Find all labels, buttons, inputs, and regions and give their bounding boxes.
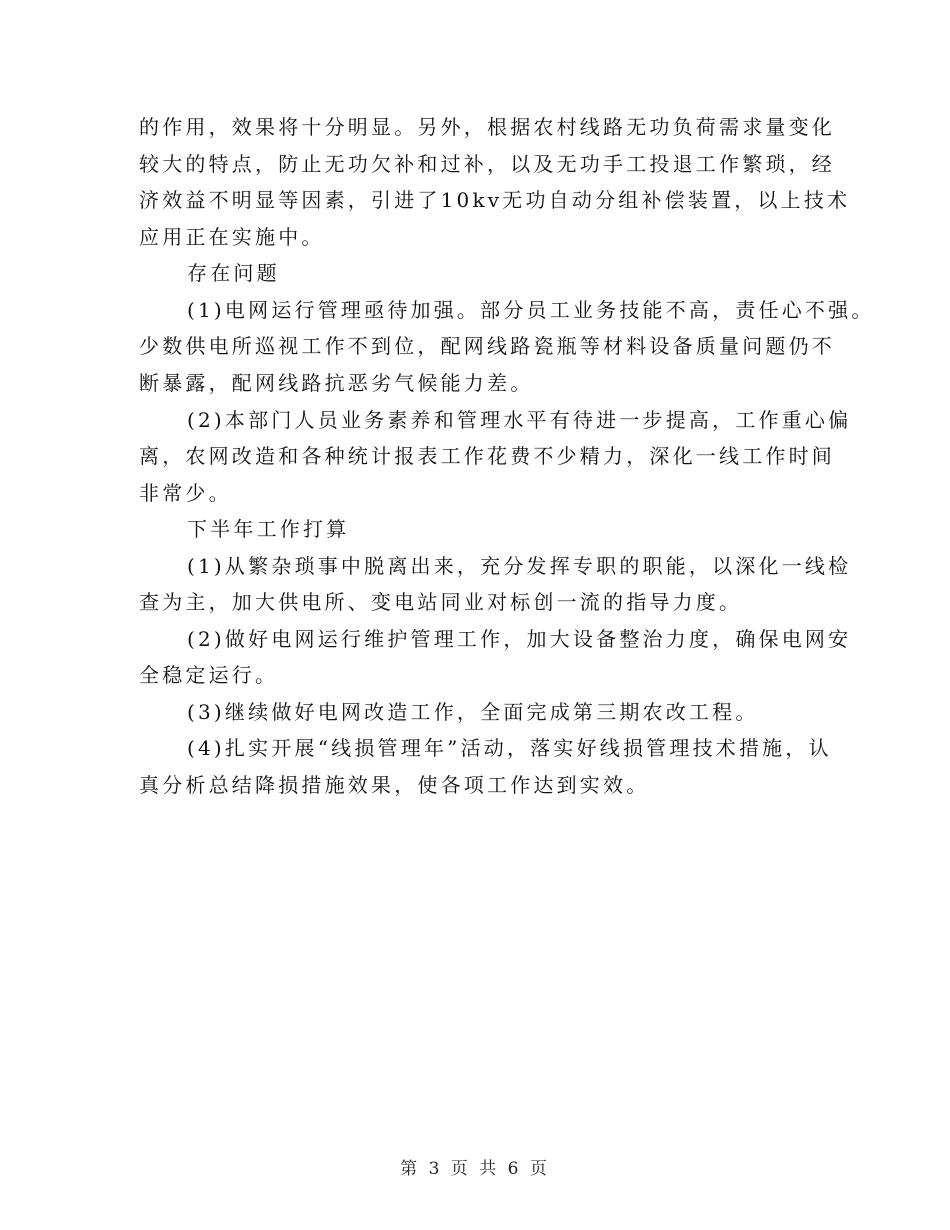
body-text-line: (2)本部门人员业务素养和管理水平有待进一步提高，工作重心偏 [187, 408, 852, 432]
body-text-line: 全稳定运行。 [139, 663, 279, 687]
section-heading-plan: 下半年工作打算 [187, 517, 350, 541]
body-text-line: (2)做好电网运行维护管理工作，加大设备整治力度，确保电网安 [187, 627, 852, 651]
body-text-line: 断暴露，配网线路抗恶劣气候能力差。 [139, 371, 534, 395]
body-text-line: 查为主，加大供电所、变电站同业对标创一流的指导力度。 [139, 590, 743, 614]
body-text-line: (4)扎实开展“线损管理年”活动，落实好线损管理技术措施，认 [187, 736, 832, 760]
body-text-line: 真分析总结降损措施效果，使各项工作达到实效。 [139, 773, 650, 797]
body-text-line: 非常少。 [139, 481, 232, 505]
page-number-footer: 第 3 页 共 6 页 [400, 1159, 550, 1179]
body-text-line: 济效益不明显等因素，引进了10kv无功自动分组补偿装置，以上技术 [139, 188, 851, 212]
body-text-line: 离，农网改造和各种统计报表工作花费不少精力，深化一线工作时间 [139, 444, 835, 468]
section-heading-problems: 存在问题 [187, 261, 280, 285]
body-text-line: (1)从繁杂琐事中脱离出来，充分发挥专职的职能，以深化一线检 [187, 554, 852, 578]
body-text-line: (1)电网运行管理亟待加强。部分员工业务技能不高，责任心不强。 [187, 298, 875, 322]
body-text-line: 的作用，效果将十分明显。另外，根据农村线路无功负荷需求量变化 [139, 115, 835, 139]
body-text-line: (3)继续做好电网改造工作，全面完成第三期农改工程。 [187, 700, 759, 724]
body-text-line: 较大的特点，防止无功欠补和过补，以及无功手工投退工作繁琐，经 [139, 152, 835, 176]
body-text-line: 少数供电所巡视工作不到位，配网线路瓷瓶等材料设备质量问题仍不 [139, 334, 835, 358]
body-text-line: 应用正在实施中。 [139, 225, 325, 249]
